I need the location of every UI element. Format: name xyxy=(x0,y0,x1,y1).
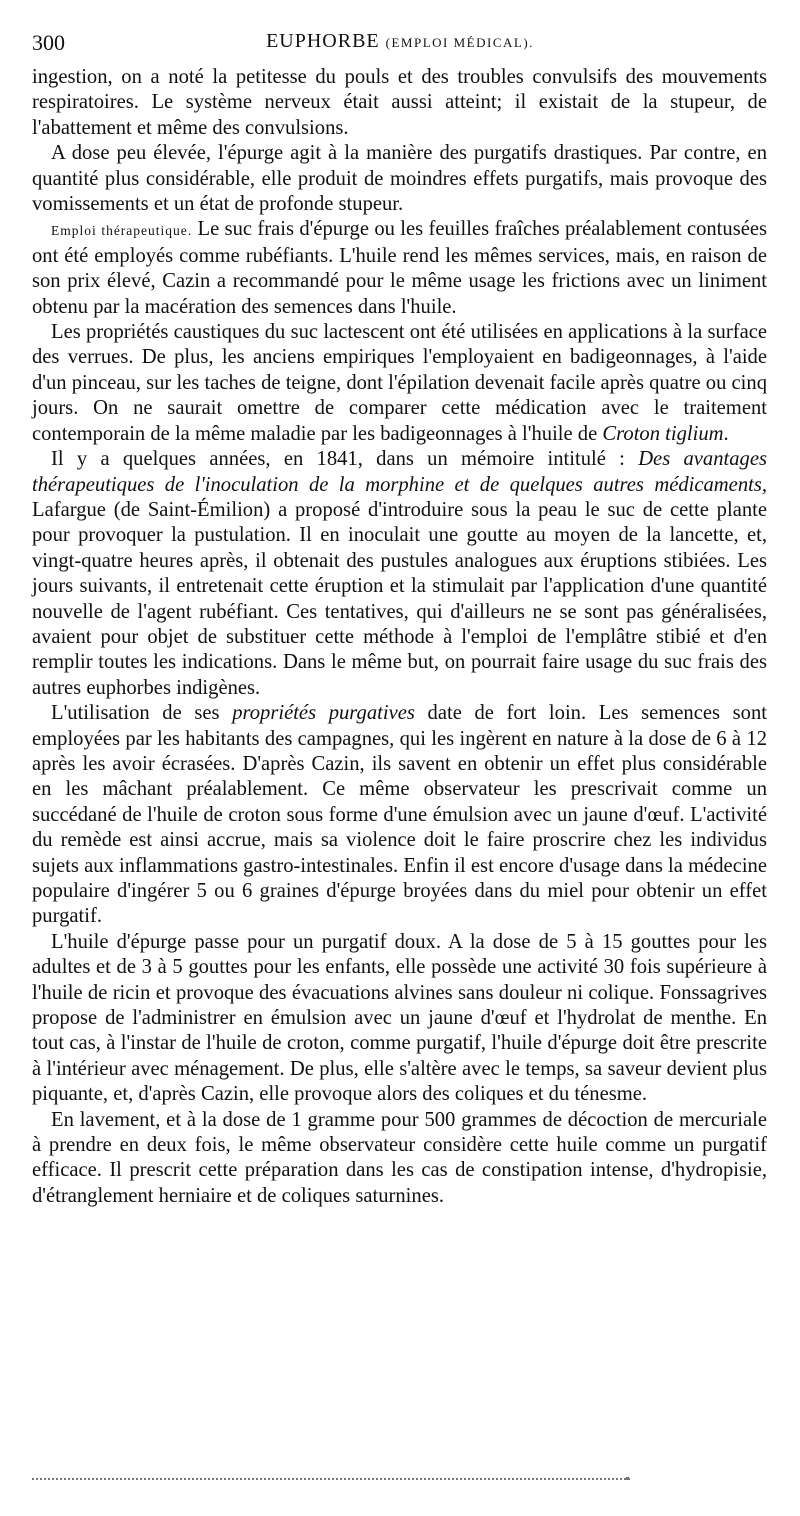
paragraph-7: L'huile d'épurge passe pour un purgatif doux. A la dose de 5 à 15 gouttes pour les adultes et de 3 à 5 gouttes pour les enfants, elle possède une activité 30 fois supérieure à l'huile de ricin et provoque des évacuations alvines sans douleur ni colique. Fonssagrives propose de l'administrer en émulsion avec un jaune d'œuf et l'hydrolat de menthe. En tout cas, à l'instar de l'huile de croton, comme purgatif, l'huile d'épurge doit être prescrite à l'intérieur avec ménagement. De plus, elle s'altère avec le temps, sa saveur devient plus piquante, et, d'après Cazin, elle provoque alors des coliques et du ténesme. xyxy=(32,930,767,1106)
paragraph-4-text: Les propriétés caustiques du suc lactescent ont été utilisées en applications à la surface des verrues. De plus, les anciens empiriques l'employaient en badigeonnages, à l'aide d'un pinceau, sur les taches de teigne, dont l'épilation devenait facile après quatre ou cinq jours. On ne saurait omettre de comparer cette médication avec le traitement contemporain de la même maladie par les badigeonnages à l'huile de xyxy=(32,321,767,445)
section-label: Emploi thérapeutique. xyxy=(51,223,193,239)
paragraph-5-after: Lafargue (de Saint-Émilion) a proposé d'introduire sous la peau le suc de cette plante pour provoquer la pustulation. Il en inoculait une goutte au moyen de la lancette, et, vingt-quatre heures après, il obtenait des pustules analogues aux éruptions stibiées. Les jours suivants, il entretenait cette éruption et la stimulait par l'application d'une quantité nouvelle de l'agent rubéfiant. Ces tentatives, qui d'ailleurs ne se sont pas généralisées, avaient pour objet de substituer cette méthode à l'emploi de l'emplâtre stibié et d'en remplir toutes les indications. Dans le même but, on pourrait faire usage du suc frais des autres euphorbes indigènes. xyxy=(32,498,767,699)
paragraph-5 xyxy=(32,447,767,701)
paragraph-6-before: L'utilisation de ses xyxy=(51,702,220,725)
running-title xyxy=(32,30,768,53)
species-name: Croton tiglium xyxy=(602,422,724,445)
page-number: 300 xyxy=(32,30,65,55)
paragraph-6-after: date de fort loin. Les semences sont employées par les habitants des campagnes, qui les ingèrent en nature à la dose de 6 à 12 après les avoir écrasées. D'après Cazin, ils savent en obtenir un effet plus considérable en les mâchant préalablement. Ce même observateur les prescrivait comme un succédané de l'huile de croton sous forme d'une émulsion avec un jaune d'œuf. L'activité du remède est ainsi accrue, mais sa violence doit le faire proscrire chez les individus sujets aux inflammations gastro-intestinales. Enfin il est encore d'usage dans la médecine populaire d'ingérer 5 ou 6 graines d'épurge broyées dans du miel pour obtenir un effet purgatif. xyxy=(32,702,767,928)
paragraph-4 xyxy=(32,320,767,447)
running-header xyxy=(32,30,768,58)
footer-dot xyxy=(626,1477,629,1480)
paragraph-3-text: Le suc frais d'épurge ou les feuilles fraîches préalablement contusées ont été employés comme rubéfiants. L'huile rend les mêmes services, mais, en raison de son prix élevé, Cazin a recommandé pour le même usage les frictions avec un liniment obtenu par la macération des semences dans l'huile. xyxy=(32,218,768,318)
paragraph-8: En lavement, et à la dose de 1 gramme pour 500 grammes de décoction de mercuriale à prendre en deux fois, le même observateur considère cette huile comme un purgatif efficace. Il prescrit cette préparation dans les cas de constipation intense, d'hydropisie, d'étranglement herniaire et de coliques saturnines. xyxy=(32,1108,767,1207)
footer-dotted-rule xyxy=(32,1478,630,1480)
emphasis-purgatives: propriétés purgatives xyxy=(232,702,415,725)
paragraph-5-before: Il y a quelques années, en 1841, dans un mémoire intitulé : xyxy=(51,448,625,471)
paragraph-1: ingestion, on a noté la petitesse du pouls et des troubles convulsifs des mouvements respiratoires. Le système nerveux était aussi atteint; il existait de la stupeur, de l'abattement et même des convulsions. xyxy=(32,66,767,139)
paragraph-6 xyxy=(32,701,767,930)
paragraph-4-end: . xyxy=(723,422,729,445)
running-title-sub: (EMPLOI MÉDICAL). xyxy=(385,35,534,50)
paragraph-3 xyxy=(32,217,767,320)
memoir-title: Des avantages thérapeutiques de l'inoculation de la morphine et de quelques autres médicaments, xyxy=(32,448,767,496)
body-text xyxy=(32,65,767,1209)
paragraph-2: A dose peu élevée, l'épurge agit à la manière des purgatifs drastiques. Par contre, en quantité plus considérable, elle produit de moindres effets purgatifs, mais provoque des vomissements et un état de profonde stupeur. xyxy=(32,142,767,216)
running-title-main: EUPHORBE xyxy=(266,30,380,52)
